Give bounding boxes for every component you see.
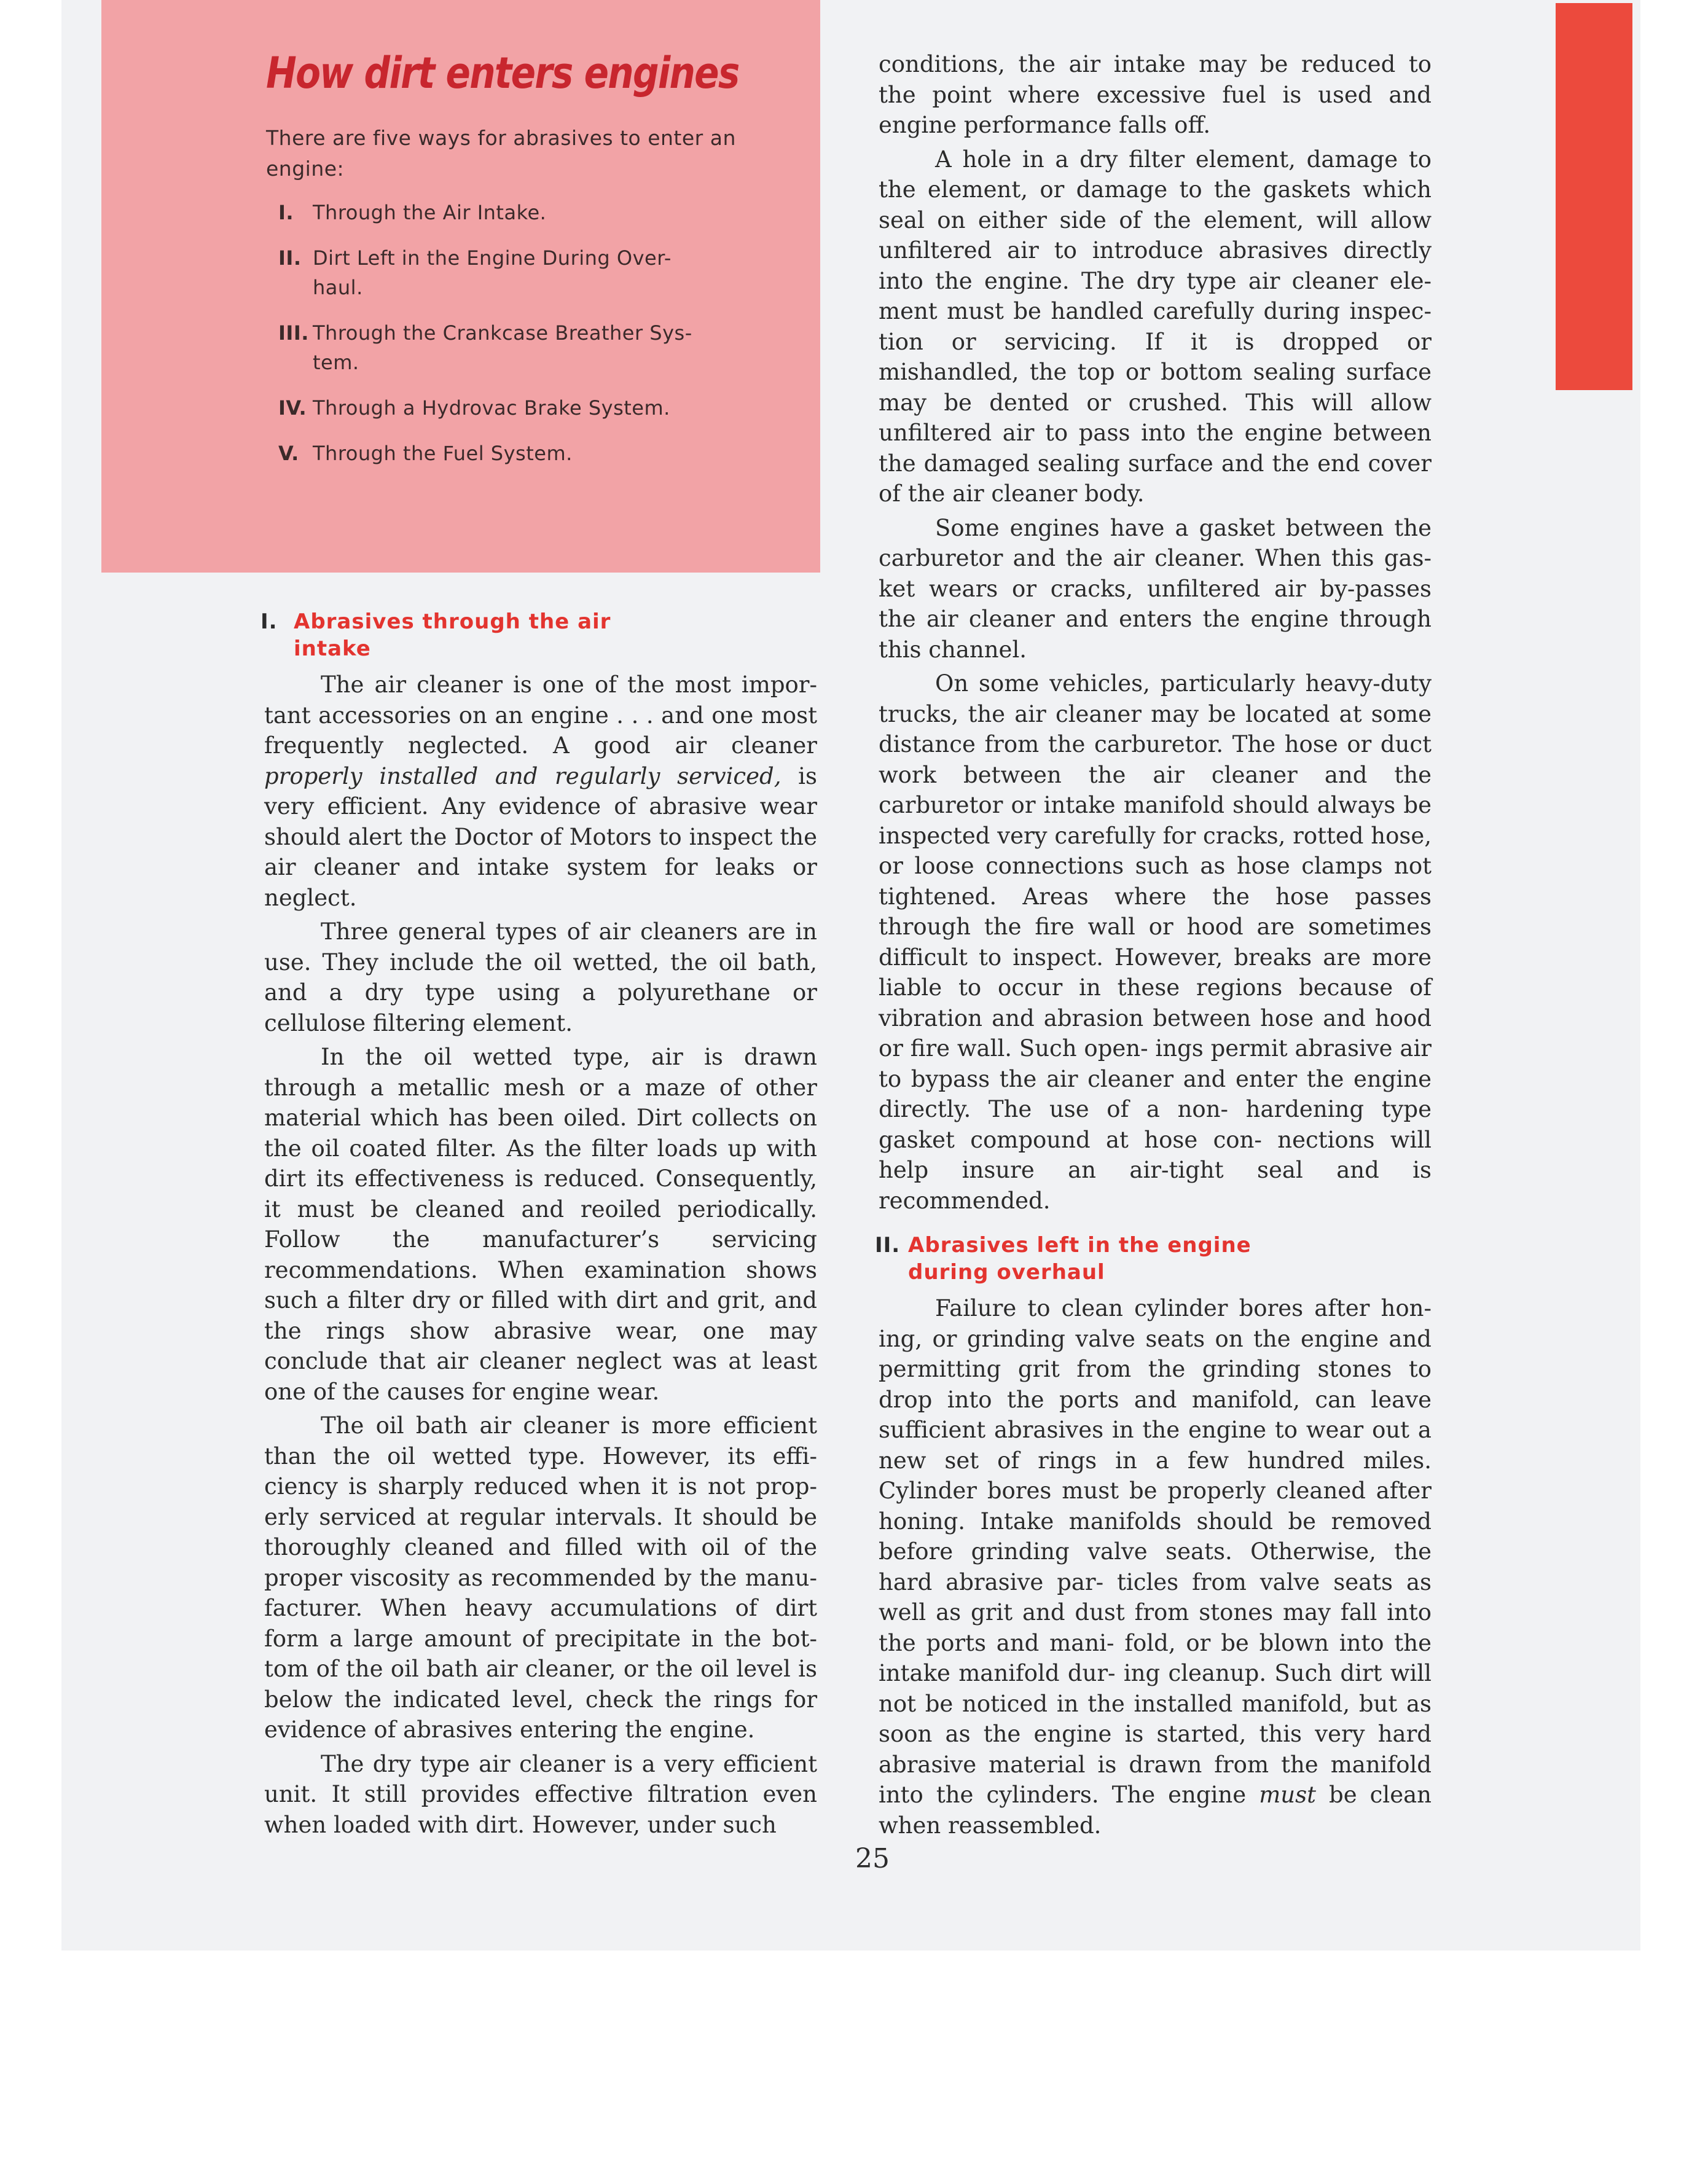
paragraph-text: Failure to clean cylinder bores after hon- ing, or grinding valve seats on the engine and permitting grit from the grinding stones to drop into the ports and manifold, can leave sufficient abrasives in the engine to wear out a new set of rings in a few hundred miles. Cylinder bores must be properly cleaned after honing. Intake manifolds should be removed before grinding valve seats. Otherwise, the hard abrasive par- ticles from valve seats as well as grit and dust from stones may fall into the ports and mani- fold, or be blown into the intake manifold dur- ing cleanup. Such dirt will not be noticed in the installed manifold, but as soon as the engine is started, this very hard abrasive material is drawn from the manifold into the cylinders. The engine xyxy=(879,1295,1432,1808)
list-number: II. xyxy=(278,246,302,270)
paragraph: In the oil wetted type, air is drawn through a metallic mesh or a maze of other material which has been oiled. Dirt collects on the oil coated filter. As the filter loads up with dirt its effectiveness is reduced. Consequently, it must be cleaned and reoiled periodically. Follow the manufacturer’s servicing recommendations. When examination shows such a filter dry or filled with dirt and grit, and the rings show abrasive wear, one may conclude that air cleaner neglect was at least one of the causes for engine wear. xyxy=(264,1044,817,1405)
emphasis-text: properly installed and regularly serviced, xyxy=(264,762,782,789)
list-text: Dirt Left in the Engine During Over- haul. xyxy=(313,246,672,299)
paragraph: Some engines have a gasket between the carburetor and the air cleaner. When this gas- ket wears or cracks, unfiltered air by-passes the air cleaner and enters the engine through this channel. xyxy=(879,514,1432,663)
paragraph-text: The air cleaner is one of the most impor- tant accessories on an engine . . . and one most frequently neglected. A good air cleaner xyxy=(264,671,817,759)
section-number: I. xyxy=(261,609,278,634)
list-number: I. xyxy=(278,201,294,224)
section-title: Abrasives left in the engine during overhaul xyxy=(908,1233,1252,1285)
paragraph xyxy=(264,670,817,913)
summary-box xyxy=(101,0,820,573)
list-number: III. xyxy=(278,321,309,345)
paragraph: The dry type air cleaner is a very efficient unit. It still provides effective filtration even when loaded with dirt. However, under such xyxy=(264,1750,817,1838)
ways-list xyxy=(266,198,820,468)
list-item xyxy=(266,393,820,423)
page-title: How dirt enters engines xyxy=(266,48,739,98)
paragraph xyxy=(879,1293,1432,1841)
section-heading-overhaul xyxy=(875,1232,1432,1286)
list-text: Through the Crankcase Breather Sys- tem. xyxy=(313,321,692,374)
list-item xyxy=(266,243,820,302)
section-number: II. xyxy=(875,1233,901,1258)
section-heading-air-intake xyxy=(261,608,817,662)
paragraph: The oil bath air cleaner is more efficient than the oil wetted type. However, its effi- ciency is sharply reduced when it is not prop- erly serviced at regular intervals. It should be thoroughly cleaned and filled with oil of the proper viscosity as recommended by the manu- facturer. When heavy accumulations of dirt form a large amount of precipitate in the bot- tom of the oil bath air cleaner, or the oil level is below the indicated level, check the rings for evidence of abrasives entering the engine. xyxy=(264,1412,817,1743)
right-column xyxy=(875,49,1432,1844)
left-column xyxy=(261,608,817,1844)
paragraph-text: be clean when reassembled. xyxy=(879,1782,1432,1839)
list-number: V. xyxy=(278,442,299,465)
red-tab-marker xyxy=(1556,3,1632,390)
paragraph: A hole in a dry filter element, damage to the element, or damage to the gaskets which seal on either side of the element, will allow unfiltered air to introduce abrasives directly into the engine. The dry type air cleaner ele- ment must be handled carefully during inspec- tion or servicing. If it is dropped or mishandled, the top or bottom sealing surface may be dented or crushed. This will allow unfiltered air to pass into the engine between the damaged sealing surface and the end cover of the air cleaner body. xyxy=(879,146,1432,507)
paragraph-text: is very efficient. Any evidence of abrasive wear should alert the Doctor of Motors to inspect the air cleaner and intake system for leaks or neglect. xyxy=(264,762,817,911)
list-item xyxy=(266,318,820,377)
paragraph: Three general types of air cleaners are in use. They include the oil wetted, the oil bath, and a dry type using a polyurethane or cellulose filtering element. xyxy=(264,918,817,1036)
list-text: Through a Hydrovac Brake System. xyxy=(313,396,670,420)
paragraph-continued: conditions, the air intake may be reduced to the point where excessive fuel is used and engine performance falls off. xyxy=(879,51,1432,138)
list-item xyxy=(266,439,820,468)
page-number: 25 xyxy=(855,1843,890,1874)
list-text: Through the Air Intake. xyxy=(313,201,547,224)
paragraph: On some vehicles, particularly heavy-duty trucks, the air cleaner may be located at some distance from the carburetor. The hose or duct work between the air cleaner and the carburetor or intake manifold should always be inspected very carefully for cracks, rotted hose, or loose connections such as hose clamps not tightened. Areas where the hose passes through the fire wall or hood are sometimes difficult to inspect. However, breaks are more liable to occur in these regions because of vibration and abrasion between hose and hood or fire wall. Such open- ings permit abrasive air to bypass the air cleaner and enter the engine directly. The use of a non- hardening type gasket compound at hose con- nections will help insure an air-tight seal and is recommended. xyxy=(879,670,1432,1214)
list-item xyxy=(266,198,820,227)
emphasis-text: must xyxy=(1259,1782,1316,1808)
box-intro: There are five ways for abrasives to enter an engine: xyxy=(266,126,736,181)
section-title: Abrasives through the air intake xyxy=(294,609,611,661)
list-text: Through the Fuel System. xyxy=(313,442,573,465)
list-number: IV. xyxy=(278,396,307,420)
